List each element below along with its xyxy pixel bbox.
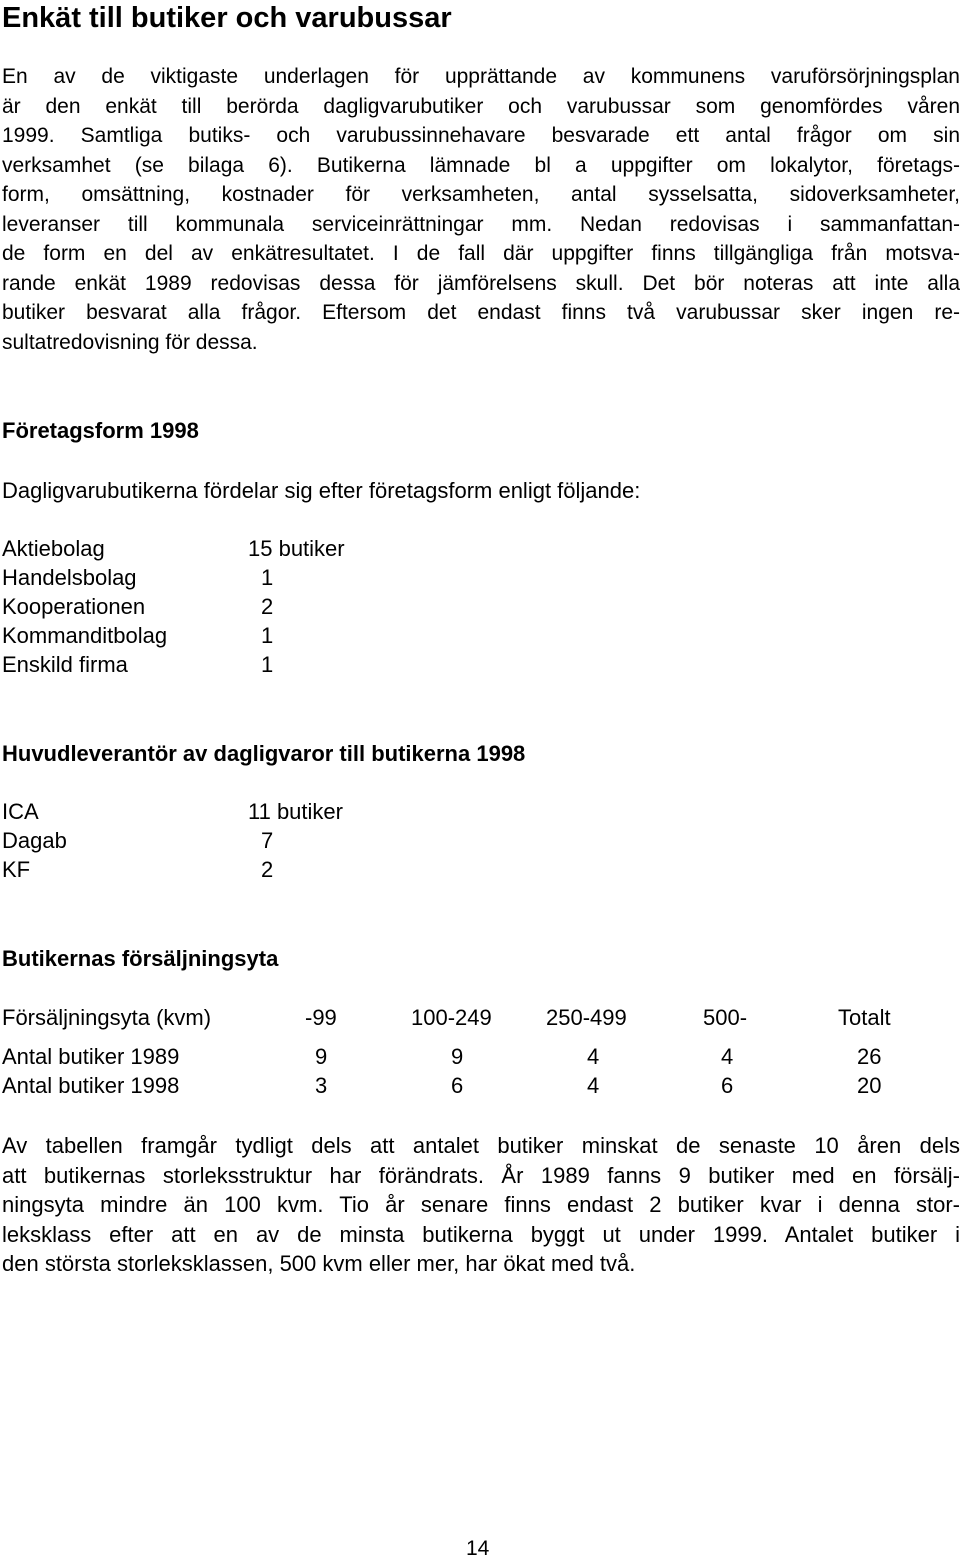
supplier-value: 2 [261,857,274,882]
section-heading-forsaljningsyta: Butikernas försäljningsyta [2,946,279,971]
table-cell: 4 [587,1044,600,1069]
analysis-line: ningsyta mindre än 100 kvm. Tio år senare finns endast 2 butiker kvar i denna stor- [2,1192,960,1217]
table-cell: 9 [451,1044,464,1069]
intro-line: är den enkät till berörda dagligvarubutiker och varubussar som genomfördes våren [2,94,960,118]
company-form-value: 1 [261,565,274,590]
intro-line: butiker besvarat alla frågor. Eftersom det endast finns två varubussar sker ingen re- [2,301,960,324]
company-form-label: Kommanditbolag [2,623,168,648]
intro-line: form, omsättning, kostnader för verksamheten, antal sysselsatta, sidoverksamheter, [2,183,960,206]
table-cell: 20 [857,1073,882,1098]
intro-line: 1999. Samtliga butiks- och varubussinnehavare besvarade ett antal frågor om sin [2,124,960,147]
page-title: Enkät till butiker och varubussar [2,2,452,34]
company-form-label: Handelsbolag [2,565,137,590]
intro-line: sultatredovisning för dessa. [2,330,258,354]
page-number: 14 [466,1537,490,1560]
company-form-label: Aktiebolag [2,536,105,561]
supplier-value: 7 [261,828,274,853]
table-header-cell: 100-249 [411,1005,492,1030]
table-cell: 4 [587,1073,600,1098]
company-form-value: 1 [261,623,274,648]
company-form-value: 2 [261,594,274,619]
table-header-cell: 500- [703,1005,748,1030]
table-cell: 9 [315,1044,328,1069]
intro-line: rande enkät 1989 redovisas dessa för jämförelsens skull. Det bör noteras att inte alla [2,271,960,295]
section-heading-foretagsform: Företagsform 1998 [2,418,199,443]
supplier-label: Dagab [2,828,67,853]
table-cell: 6 [721,1073,734,1098]
intro-line: En av de viktigaste underlagen för upprättande av kommunens varuförsörjningsplan [2,65,960,88]
table-header-cell: Totalt [838,1005,891,1030]
table-cell: 26 [857,1044,882,1069]
company-form-label: Enskild firma [2,652,128,677]
analysis-paragraph [2,1131,960,1279]
company-form-value: 1 [261,652,274,677]
table-cell: Antal butiker 1989 [2,1044,180,1069]
intro-line: leveranser till kommunala serviceinrättningar mm. Nedan redovisas i sammanfattan- [2,212,960,236]
company-form-value: 15 butiker [248,536,345,561]
intro-line: de form en del av enkätresultatet. I de fall där uppgifter finns tillgängliga från motsva- [2,242,960,265]
section-heading-huvudleverantor: Huvudleverantör av dagligvaror till butikerna 1998 [2,741,526,766]
analysis-line: leksklass efter att en av de minsta butikerna byggt ut under 1999. Antalet butiker i [2,1221,960,1247]
section-lead-text: Dagligvarubutikerna fördelar sig efter företagsform enligt följande: [2,478,641,503]
intro-paragraph [2,62,960,357]
table-cell: Antal butiker 1998 [2,1073,180,1098]
company-form-label: Kooperationen [2,594,146,619]
supplier-label: ICA [2,799,39,824]
supplier-label: KF [2,857,31,882]
intro-line: verksamhet (se bilaga 6). Butikerna lämnade bl a uppgifter om lokalytor, företags- [2,153,960,177]
supplier-value: 11 butiker [248,799,343,824]
analysis-line: Av tabellen framgår tydligt dels att antalet butiker minskat de senaste 10 åren dels [2,1133,960,1158]
analysis-line: att butikernas storleksstruktur har förändrats. År 1989 fanns 9 butiker med en försälj- [2,1162,960,1188]
table-cell: 4 [721,1044,734,1069]
table-header-cell: -99 [305,1005,337,1030]
table-header-cell: 250-499 [546,1005,627,1030]
table-header-cell: Försäljningsyta (kvm) [2,1005,212,1030]
table-cell: 6 [451,1073,464,1098]
analysis-line: den största storleksklassen, 500 kvm eller mer, har ökat med två. [2,1251,636,1276]
table-cell: 3 [315,1073,328,1098]
